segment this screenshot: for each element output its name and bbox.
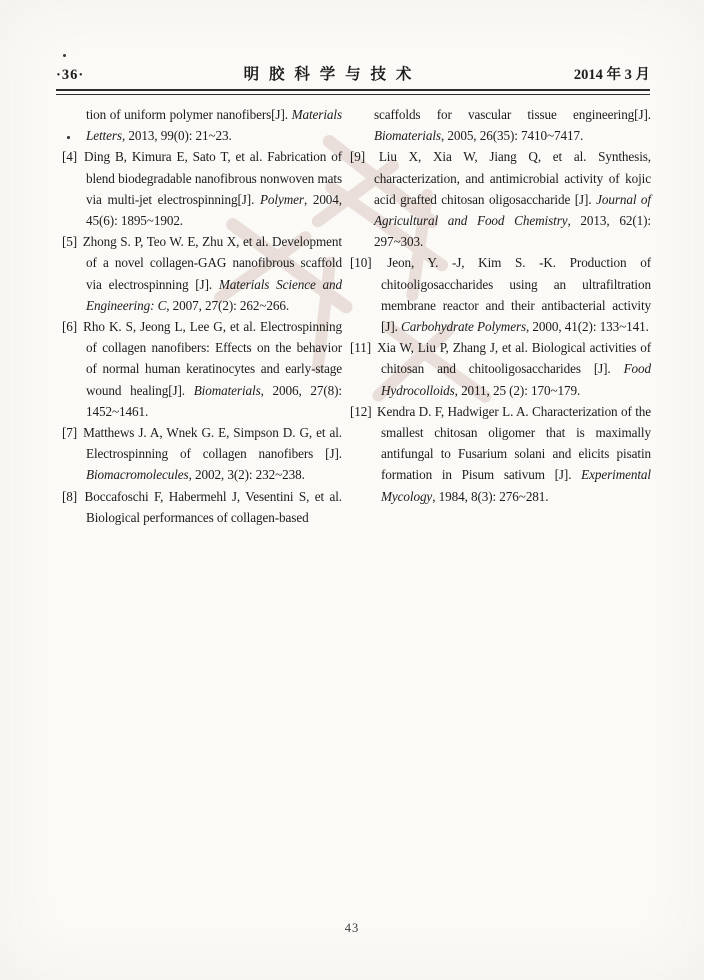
reference-text: scaffolds for vascular tissue engineering[J].: [374, 107, 651, 122]
reference-label: [10]: [350, 255, 372, 271]
reference-text: Jeon, Y. -J, Kim S. -K. Production of chitooligosaccharides using an ultrafiltration membrane reactor and their antibacterial activity [J].: [381, 255, 651, 335]
reference-continuation: [62, 104, 342, 146]
reference-item: [350, 252, 651, 337]
journal-name: Carbohydrate Polymers: [401, 319, 527, 335]
reference-text: , 2000, 41(2): 133~141.: [526, 319, 649, 335]
reference-label: [8]: [62, 488, 78, 504]
reference-text: Zhong S. P, Teo W. E, Zhu X, et al. Development of a novel collagen-GAG nanofibrous scaffold via electrospinning [J].: [82, 234, 342, 292]
reference-text: Matthews J. A, Wnek G. E, Simpson D. G, et al. Electrospinning of collagen nanofibers [J].: [83, 425, 342, 462]
reference-label: [4]: [62, 149, 78, 165]
page-footer: [0, 921, 704, 936]
reference-item: [62, 146, 342, 231]
reference-item: [350, 401, 651, 507]
issue-date: 2014 年 3 月: [573, 67, 650, 83]
reference-item: [350, 337, 651, 401]
reference-text: , 2004, 45(6): 1895~1902.: [86, 191, 342, 229]
reference-text: Xia W, Liu P, Zhang J, et al. Biological activities of chitosan and chitooligosaccharides [J].: [377, 340, 651, 377]
journal-name: Materials Science and Engineering: C: [86, 276, 343, 313]
journal-name: Biomacromolecules: [86, 467, 189, 483]
reference-text: Boccafoschi F, Habermehl J, Vesentini S, et al. Biological performances of collagen-based: [84, 488, 342, 525]
reference-label: [9]: [350, 149, 366, 165]
reference-text: , 2005, 26(35): 7410~7417.: [440, 128, 584, 144]
reference-item: [62, 422, 342, 486]
page-header: [56, 62, 650, 84]
reference-text: , 2006, 27(8): 1452~1461.: [86, 382, 342, 419]
reference-label: [12]: [350, 403, 372, 419]
journal-name: Materials Letters: [86, 107, 342, 144]
column-left: [62, 104, 342, 528]
reference-label: [6]: [62, 319, 78, 335]
reference-text: , 2013, 62(1): 297~303.: [374, 213, 651, 250]
reference-continuation: [350, 104, 651, 146]
reference-label: [7]: [62, 425, 78, 441]
journal-name: Biomaterials: [374, 128, 441, 144]
journal-name: Biomaterials: [193, 382, 261, 398]
reference-text: Ding B, Kimura E, Sato T, et al. Fabrication of blend biodegradable nanofibrous nonwoven mats via multi-jet electrospinning[J].: [84, 149, 342, 207]
journal-title: 明 胶 科 学 与 技 术: [243, 66, 415, 83]
folio-page-number: 43: [344, 921, 360, 935]
journal-name: Food Hydrocolloids: [381, 361, 651, 398]
journal-name: Experimental Mycology: [381, 467, 651, 504]
reference-label: [11]: [350, 340, 372, 356]
reference-text: tion of uniform polymer nanofibers[J].: [86, 107, 292, 122]
reference-item: [62, 231, 342, 316]
reference-item: [350, 146, 651, 252]
reference-text: , 2013, 99(0): 21~23.: [121, 128, 232, 144]
reference-item: [62, 486, 342, 528]
scan-artifact-dot: [63, 54, 66, 57]
reference-text: , 2002, 3(2): 232~238.: [188, 467, 305, 483]
reference-text: , 1984, 8(3): 276~281.: [432, 488, 549, 504]
journal-name: Polymer: [259, 191, 304, 207]
reference-item: [62, 316, 342, 422]
reference-label: [5]: [62, 234, 78, 250]
reference-text: , 2007, 27(2): 262~266.: [166, 297, 290, 313]
header-rule: [56, 89, 650, 95]
reference-text: Liu X, Xia W, Jiang Q, et al. Synthesis, characterization, and antimicrobial activity of kojic acid grafted chitosan oligosaccharide [J].: [374, 149, 651, 207]
reference-text: Rho K. S, Jeong L, Lee G, et al. Electrospinning of collagen nanofibers: Effects on the behavior of normal human keratinocytes and early-stage wound healing[J].: [83, 319, 343, 398]
reference-text: Kendra D. F, Hadwiger L. A. Characterization of the smallest chitosan oligomer that is maximally antifungal to Fusarium solani and elicits pisatin formation in Pisum sativum [J].: [377, 403, 652, 483]
column-right: [350, 104, 651, 507]
journal-name: Journal of Agricultural and Food Chemistry: [374, 191, 651, 229]
reference-text: , 2011, 25 (2): 170~179.: [454, 382, 581, 398]
header-page-number: ·36·: [56, 67, 85, 83]
